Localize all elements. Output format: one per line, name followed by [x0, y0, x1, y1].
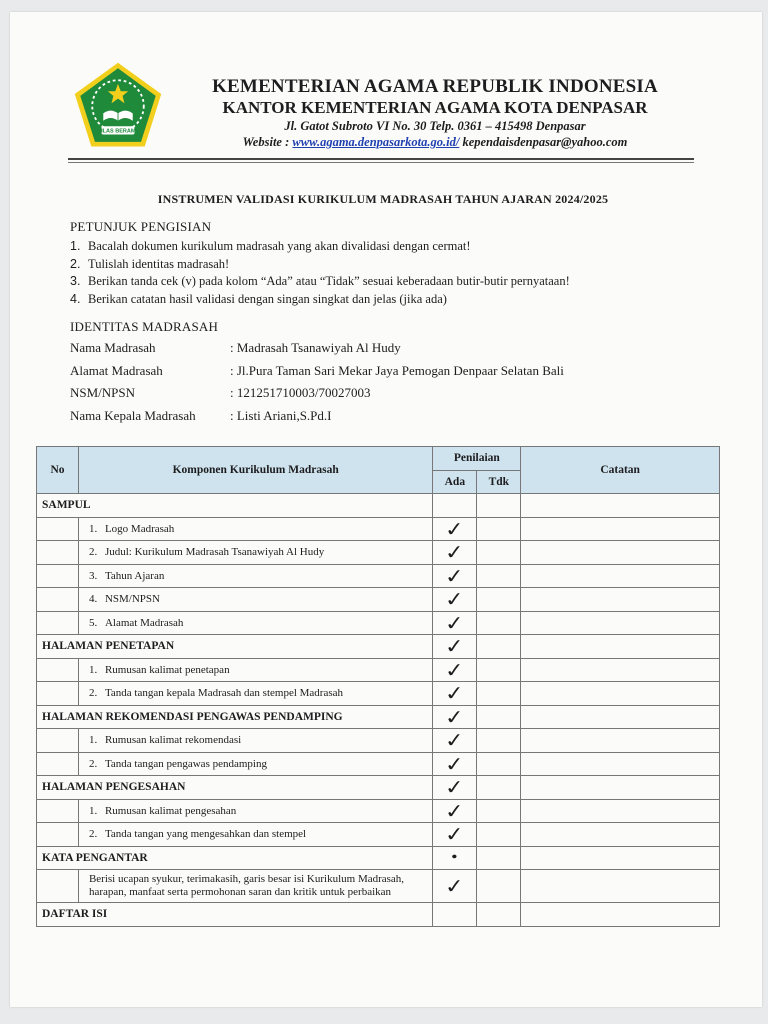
- website-label: Website :: [242, 135, 290, 149]
- instruction-item: 1. Bacalah dokumen kurikulum madrasah yang akan divalidasi dengan cermat!: [70, 239, 471, 253]
- item-component: 1. Rumusan kalimat rekomendasi: [78, 729, 432, 753]
- tdk-cell[interactable]: [477, 870, 521, 903]
- instruction-item: 3. Berikan tanda cek (v) pada kolom “Ada” atau “Tidak” sesuai keberadaan butir-butir pernyataan!: [70, 274, 570, 289]
- checkmark-icon[interactable]: ✓: [433, 823, 477, 847]
- item-no-cell: [37, 682, 79, 706]
- notes-cell[interactable]: [521, 752, 720, 776]
- checkmark-icon[interactable]: ✓: [433, 799, 477, 823]
- tdk-cell[interactable]: [477, 799, 521, 823]
- checkmark-icon[interactable]: ✓: [433, 658, 477, 682]
- tdk-cell[interactable]: [477, 682, 521, 706]
- section-name: HALAMAN PENGESAHAN: [37, 776, 433, 800]
- col-header-tdk: Tdk: [477, 470, 521, 494]
- item-row: [37, 564, 720, 588]
- checkmark-icon[interactable]: ✓: [433, 776, 477, 800]
- notes-cell[interactable]: [521, 846, 720, 870]
- item-no-cell: [37, 658, 79, 682]
- tdk-cell[interactable]: [477, 705, 521, 729]
- notes-cell[interactable]: [521, 517, 720, 541]
- checkmark-icon[interactable]: ✓: [433, 705, 477, 729]
- item-no-cell: [37, 541, 79, 565]
- item-component: 2. Judul: Kurikulum Madrasah Tsanawiyah Al Hudy: [78, 541, 432, 565]
- item-component: 1. Logo Madrasah: [78, 517, 432, 541]
- checkmark-icon[interactable]: ✓: [433, 611, 477, 635]
- item-row: [37, 611, 720, 635]
- office-contact: [200, 134, 670, 151]
- identity-row: Nama Kepala Madrasah : Listi Ariani,S.Pd.I: [70, 407, 332, 423]
- item-component: 2. Tanda tangan pengawas pendamping: [78, 752, 432, 776]
- item-row: [37, 541, 720, 565]
- checkmark-icon[interactable]: ✓: [433, 588, 477, 612]
- section-name: HALAMAN REKOMENDASI PENGAWAS PENDAMPING: [37, 705, 433, 729]
- item-no-cell: [37, 564, 79, 588]
- item-no-cell: [37, 729, 79, 753]
- section-name: KATA PENGANTAR: [37, 846, 433, 870]
- checkmark-icon[interactable]: ✓: [433, 752, 477, 776]
- ministry-name: KEMENTERIAN AGAMA REPUBLIK INDONESIA: [212, 76, 658, 97]
- notes-cell[interactable]: [521, 799, 720, 823]
- item-component: 5. Alamat Madrasah: [78, 611, 432, 635]
- notes-cell[interactable]: [521, 541, 720, 565]
- notes-cell[interactable]: [521, 658, 720, 682]
- section-row: [37, 776, 720, 800]
- website-link[interactable]: www.agama.denpasarkota.go.id/: [292, 135, 460, 149]
- notes-cell[interactable]: [521, 870, 720, 903]
- col-header-notes: Catatan: [521, 447, 720, 494]
- section-name: DAFTAR ISI: [37, 903, 433, 927]
- item-row: [37, 870, 720, 903]
- instruction-item: 2. Tulislah identitas madrasah!: [70, 256, 230, 271]
- identity-row: NSM/NPSN : 121251710003/70027003: [70, 385, 371, 400]
- tdk-cell[interactable]: [477, 611, 521, 635]
- checkmark-icon[interactable]: [433, 903, 477, 927]
- instructions-list: [70, 238, 570, 308]
- notes-cell[interactable]: [521, 705, 720, 729]
- item-component: 1. Rumusan kalimat penetapan: [78, 658, 432, 682]
- item-no-cell: [37, 870, 79, 903]
- identity-block: [70, 340, 564, 430]
- item-row: [37, 517, 720, 541]
- instructions-heading: PETUNJUK PENGISIAN: [70, 219, 212, 234]
- email-address: kependaisdenpasar@yahoo.com: [462, 135, 628, 149]
- item-component: Berisi ucapan syukur, terimakasih, garis besar isi Kurikulum Madrasah, harapan, manfaat serta permohonan saran dan kritik untuk perbaikan: [78, 870, 432, 903]
- ministry-logo-icon: [72, 60, 164, 152]
- notes-cell[interactable]: [521, 564, 720, 588]
- item-row: [37, 799, 720, 823]
- letterhead: [200, 76, 670, 151]
- item-no-cell: [37, 823, 79, 847]
- item-row: [37, 658, 720, 682]
- identity-heading: IDENTITAS MADRASAH: [70, 319, 219, 334]
- letterhead-divider: [68, 158, 694, 160]
- tdk-cell[interactable]: [477, 635, 521, 659]
- item-no-cell: [37, 799, 79, 823]
- dot-mark[interactable]: •: [433, 846, 477, 870]
- item-row: [37, 729, 720, 753]
- section-row: [37, 494, 720, 518]
- checkmark-icon[interactable]: ✓: [433, 635, 477, 659]
- section-row: [37, 903, 720, 927]
- notes-cell[interactable]: [521, 729, 720, 753]
- notes-cell[interactable]: [521, 776, 720, 800]
- item-component: 3. Tahun Ajaran: [78, 564, 432, 588]
- col-header-component: Komponen Kurikulum Madrasah: [78, 447, 432, 494]
- letterhead-divider-thin: [68, 162, 694, 163]
- tdk-cell[interactable]: [477, 729, 521, 753]
- instruction-item: 4. Berikan catatan hasil validasi dengan singan singkat dan jelas (jika ada): [70, 291, 447, 306]
- col-header-no: No: [37, 447, 79, 494]
- document-title: INSTRUMEN VALIDASI KURIKULUM MADRASAH TAHUN AJARAN 2024/2025: [157, 192, 609, 206]
- item-row: [37, 823, 720, 847]
- notes-cell[interactable]: [521, 903, 720, 927]
- identity-row: Alamat Madrasah : Jl.Pura Taman Sari Mekar Jaya Pemogan Denpaar Selatan Bali: [70, 362, 564, 378]
- tdk-cell[interactable]: [477, 776, 521, 800]
- section-name: SAMPUL: [37, 494, 433, 518]
- tdk-cell[interactable]: [477, 541, 521, 565]
- identity-row: Nama Madrasah : Madrasah Tsanawiyah Al Hudy: [70, 340, 401, 355]
- notes-cell[interactable]: [521, 588, 720, 612]
- notes-cell[interactable]: [521, 682, 720, 706]
- checkmark-icon[interactable]: ✓: [433, 729, 477, 753]
- item-component: 2. Tanda tangan kepala Madrasah dan stempel Madrasah: [78, 682, 432, 706]
- item-component: 4. NSM/NPSN: [78, 588, 432, 612]
- checkmark-icon[interactable]: ✓: [433, 682, 477, 706]
- notes-cell[interactable]: [521, 611, 720, 635]
- item-row: [37, 682, 720, 706]
- item-no-cell: [37, 752, 79, 776]
- office-name: KANTOR KEMENTERIAN AGAMA KOTA DENPASAR: [222, 98, 648, 117]
- tdk-cell[interactable]: [477, 658, 521, 682]
- col-header-ada: Ada: [433, 470, 477, 494]
- tdk-cell[interactable]: [477, 517, 521, 541]
- item-component: 1. Rumusan kalimat pengesahan: [78, 799, 432, 823]
- tdk-cell[interactable]: [477, 494, 521, 518]
- checkmark-icon[interactable]: ✓: [433, 870, 477, 903]
- item-no-cell: [37, 588, 79, 612]
- validation-table: [36, 446, 720, 927]
- item-row: [37, 752, 720, 776]
- logo-motto: IKHLAS BERAMAL: [93, 128, 143, 135]
- tdk-cell[interactable]: [477, 588, 521, 612]
- notes-cell[interactable]: [521, 823, 720, 847]
- section-row: [37, 846, 720, 870]
- tdk-cell[interactable]: [477, 846, 521, 870]
- item-no-cell: [37, 611, 79, 635]
- item-component: 2. Tanda tangan yang mengesahkan dan stempel: [78, 823, 432, 847]
- checkmark-icon[interactable]: ✓: [433, 564, 477, 588]
- checkmark-icon[interactable]: ✓: [433, 517, 477, 541]
- section-row: [37, 635, 720, 659]
- item-no-cell: [37, 517, 79, 541]
- checkmark-icon[interactable]: [433, 494, 477, 518]
- tdk-cell[interactable]: [477, 903, 521, 927]
- office-address: Jl. Gatot Subroto VI No. 30 Telp. 0361 – 415498 Denpasar: [284, 119, 586, 133]
- item-row: [37, 588, 720, 612]
- col-header-assessment: Penilaian: [433, 447, 521, 471]
- tdk-cell[interactable]: [477, 564, 521, 588]
- tdk-cell[interactable]: [477, 752, 521, 776]
- tdk-cell[interactable]: [477, 823, 521, 847]
- checkmark-icon[interactable]: ✓: [433, 541, 477, 565]
- notes-cell[interactable]: [521, 494, 720, 518]
- notes-cell[interactable]: [521, 635, 720, 659]
- section-name: HALAMAN PENETAPAN: [37, 635, 433, 659]
- validation-table-body: [37, 494, 720, 927]
- section-row: [37, 705, 720, 729]
